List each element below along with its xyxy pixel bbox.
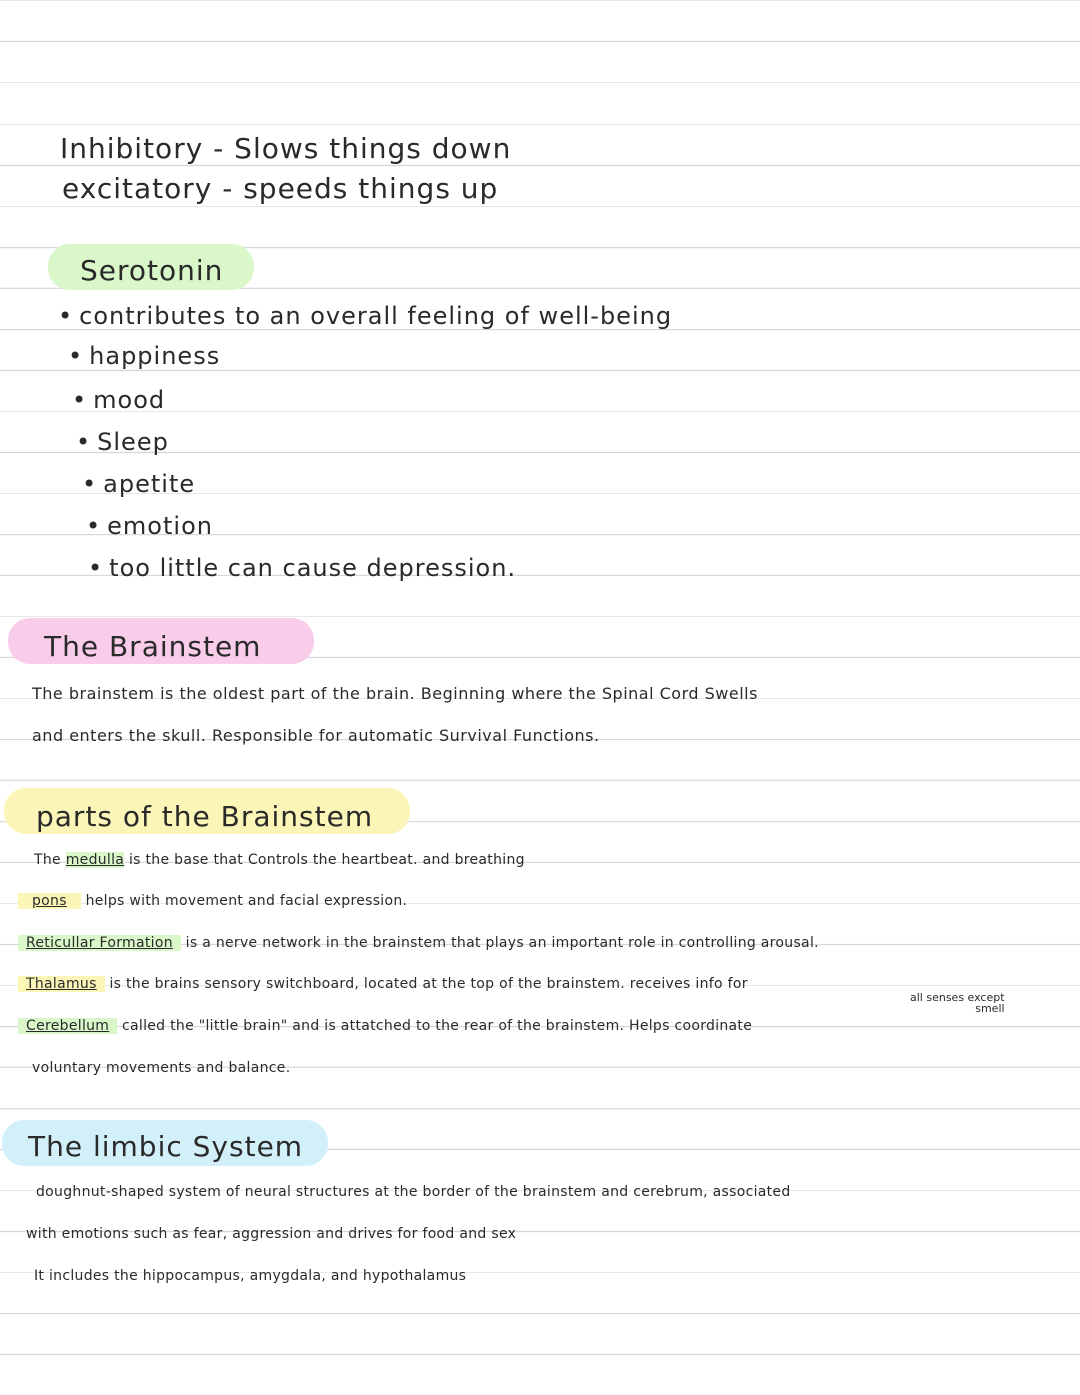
reticular-text: is a nerve network in the brainstem that plays an important role in controlling arousal. bbox=[185, 935, 819, 951]
cerebellum-line-2: voluntary movements and balance. bbox=[32, 1060, 291, 1076]
reticular-line bbox=[18, 935, 819, 951]
brainstem-line-2: and enters the skull. Responsible for automatic Survival Functions. bbox=[32, 726, 600, 745]
pons-term: pons bbox=[18, 893, 81, 909]
brainstem-line-1: The brainstem is the oldest part of the brain. Beginning where the Spinal Cord Swells bbox=[32, 684, 758, 703]
serotonin-item: • mood bbox=[72, 386, 165, 414]
limbic-heading: The limbic System bbox=[28, 1130, 304, 1163]
pons-line bbox=[18, 893, 407, 909]
thalamus-note-2: smell bbox=[975, 1002, 1005, 1015]
brainstem-heading: The Brainstem bbox=[44, 630, 262, 663]
limbic-line-1: doughnut-shaped system of neural structures at the border of the brainstem and cerebrum, associated bbox=[36, 1184, 791, 1200]
medulla-text: is the base that Controls the heartbeat. and breathing bbox=[128, 852, 525, 868]
serotonin-item: • apetite bbox=[82, 470, 195, 498]
cerebellum-line bbox=[18, 1018, 752, 1034]
serotonin-item: • contributes to an overall feeling of well-being bbox=[58, 302, 672, 330]
serotonin-item: • too little can cause depression. bbox=[88, 554, 516, 582]
serotonin-item: • Sleep bbox=[76, 428, 169, 456]
thalamus-note bbox=[910, 992, 1005, 1014]
reticular-term: Reticullar Formation bbox=[18, 935, 181, 951]
pons-text: helps with movement and facial expression. bbox=[85, 893, 408, 909]
serotonin-heading: Serotonin bbox=[80, 254, 224, 287]
excitatory-line: excitatory - speeds things up bbox=[62, 172, 499, 205]
limbic-line-2: with emotions such as fear, aggression and drives for food and sex bbox=[26, 1226, 517, 1242]
cerebellum-term: Cerebellum bbox=[18, 1018, 117, 1034]
medulla-term: medulla bbox=[65, 852, 125, 868]
limbic-line-3: It includes the hippocampus, amygdala, and hypothalamus bbox=[34, 1268, 467, 1284]
serotonin-item: • emotion bbox=[86, 512, 213, 540]
thalamus-line bbox=[18, 976, 748, 992]
medulla-line bbox=[34, 852, 525, 868]
inhibitory-line: Inhibitory - Slows things down bbox=[60, 132, 512, 165]
thalamus-note-1: all senses except bbox=[910, 991, 1005, 1004]
thalamus-text: is the brains sensory switchboard, located at the top of the brainstem. receives info for bbox=[109, 976, 748, 992]
cerebellum-text: called the "little brain" and is attatched to the rear of the brainstem. Helps coordinate bbox=[122, 1018, 753, 1034]
serotonin-item: • happiness bbox=[68, 342, 220, 370]
parts-heading: parts of the Brainstem bbox=[36, 800, 374, 833]
medulla-pre: The bbox=[34, 852, 61, 868]
thalamus-term: Thalamus bbox=[18, 976, 105, 992]
